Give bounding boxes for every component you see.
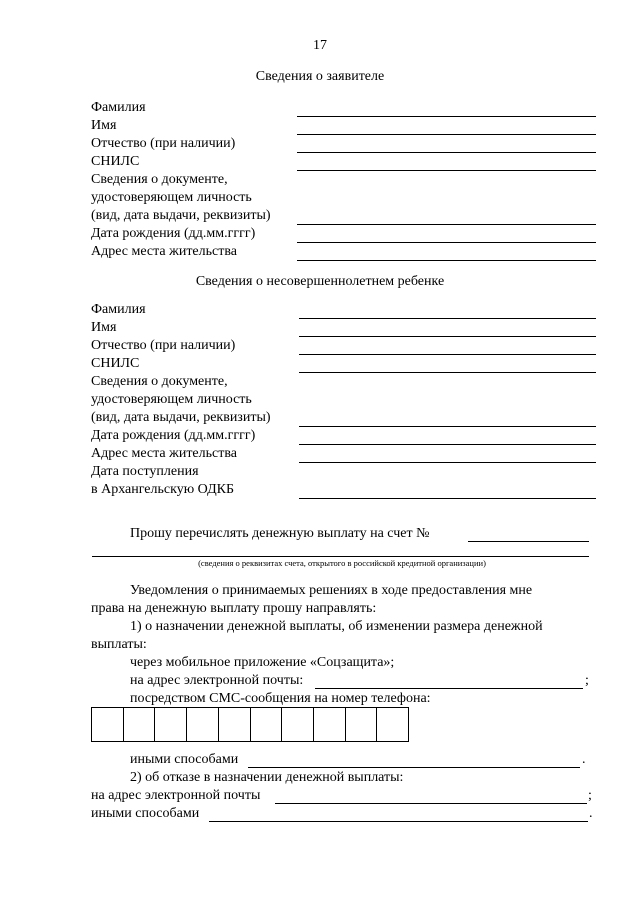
phone-digit-box[interactable] bbox=[314, 708, 346, 741]
child-label-snils: СНИЛС bbox=[91, 356, 140, 371]
phone-digit-box[interactable] bbox=[282, 708, 314, 741]
refusal-email-line[interactable] bbox=[275, 803, 587, 804]
child-surname-line[interactable] bbox=[299, 318, 596, 319]
notification-other-line[interactable] bbox=[248, 767, 580, 768]
applicant-surname-line[interactable] bbox=[297, 116, 596, 117]
child-label-surname: Фамилия bbox=[91, 302, 146, 317]
phone-digit-box[interactable] bbox=[219, 708, 251, 741]
applicant-label-surname: Фамилия bbox=[91, 100, 146, 115]
phone-digit-box[interactable] bbox=[155, 708, 187, 741]
child-label-patronymic: Отчество (при наличии) bbox=[91, 338, 236, 353]
refusal-other-line[interactable] bbox=[209, 821, 588, 822]
child-section-title: Сведения о несовершеннолетнем ребенке bbox=[195, 274, 445, 289]
notification-other-label: иными способами bbox=[130, 752, 239, 767]
refusal-email-label: на адрес электронной почты bbox=[91, 788, 261, 803]
phone-digit-box[interactable] bbox=[346, 708, 378, 741]
notification-other-period: . bbox=[582, 752, 586, 767]
child-label-birthdate: Дата рождения (дд.мм.гггг) bbox=[91, 428, 256, 443]
account-details-line[interactable] bbox=[92, 556, 589, 557]
applicant-snils-line[interactable] bbox=[297, 170, 596, 171]
applicant-birthdate-line[interactable] bbox=[297, 242, 596, 243]
applicant-label-snils: СНИЛС bbox=[91, 154, 140, 169]
notification-via-app: через мобильное приложение «Соцзащита»; bbox=[130, 655, 395, 670]
child-label-document-1: Сведения о документе, bbox=[91, 374, 228, 389]
payment-request-text: Прошу перечислять денежную выплату на счет № bbox=[130, 526, 430, 541]
child-patronymic-line[interactable] bbox=[299, 354, 596, 355]
applicant-patronymic-line[interactable] bbox=[297, 152, 596, 153]
applicant-document-line[interactable] bbox=[297, 224, 596, 225]
child-address-line[interactable] bbox=[299, 462, 596, 463]
applicant-name-line[interactable] bbox=[297, 134, 596, 135]
phone-digit-box[interactable] bbox=[92, 708, 124, 741]
notification-email-semicolon: ; bbox=[585, 673, 589, 688]
applicant-label-document-3: (вид, дата выдачи, реквизиты) bbox=[91, 208, 271, 223]
notifications-item1-2: выплаты: bbox=[91, 637, 147, 652]
child-label-document-2: удостоверяющем личность bbox=[91, 392, 252, 407]
child-name-line[interactable] bbox=[299, 336, 596, 337]
applicant-label-document-2: удостоверяющем личность bbox=[91, 190, 252, 205]
refusal-other-label: иными способами bbox=[91, 806, 200, 821]
notification-via-sms-label: посредством СМС-сообщения на номер телефона: bbox=[130, 691, 431, 706]
applicant-label-birthdate: Дата рождения (дд.мм.гггг) bbox=[91, 226, 256, 241]
refusal-other-period: . bbox=[589, 806, 593, 821]
phone-digit-box[interactable] bbox=[377, 708, 408, 741]
child-label-name: Имя bbox=[91, 320, 117, 335]
phone-number-boxes[interactable] bbox=[91, 707, 409, 742]
child-label-document-3: (вид, дата выдачи, реквизиты) bbox=[91, 410, 271, 425]
phone-digit-box[interactable] bbox=[187, 708, 219, 741]
notifications-item2: 2) об отказе в назначении денежной выплаты: bbox=[130, 770, 404, 785]
page-number: 17 bbox=[313, 38, 327, 53]
refusal-email-semicolon: ; bbox=[588, 788, 592, 803]
applicant-address-line[interactable] bbox=[297, 260, 596, 261]
child-label-admission-1: Дата поступления bbox=[91, 464, 199, 479]
phone-digit-box[interactable] bbox=[251, 708, 283, 741]
notification-email-line[interactable] bbox=[315, 688, 583, 689]
applicant-label-name: Имя bbox=[91, 118, 117, 133]
child-label-address: Адрес места жительства bbox=[91, 446, 237, 461]
child-snils-line[interactable] bbox=[299, 372, 596, 373]
notifications-item1-1: 1) о назначении денежной выплаты, об изменении размера денежной bbox=[130, 619, 543, 634]
notifications-intro-1: Уведомления о принимаемых решениях в ходе предоставления мне bbox=[130, 583, 533, 598]
account-details-note: (сведения о реквизитах счета, открытого в российской кредитной организации) bbox=[198, 558, 486, 568]
applicant-section-title: Сведения о заявителе bbox=[255, 69, 385, 84]
notifications-intro-2: права на денежную выплату прошу направлять: bbox=[91, 601, 377, 616]
account-number-line[interactable] bbox=[468, 541, 589, 542]
child-label-admission-2: в Архангельскую ОДКБ bbox=[91, 482, 235, 497]
applicant-label-document-1: Сведения о документе, bbox=[91, 172, 228, 187]
phone-digit-box[interactable] bbox=[124, 708, 156, 741]
notification-via-email-label: на адрес электронной почты: bbox=[130, 673, 304, 688]
child-document-line[interactable] bbox=[299, 426, 596, 427]
applicant-label-address: Адрес места жительства bbox=[91, 244, 237, 259]
child-birthdate-line[interactable] bbox=[299, 444, 596, 445]
applicant-label-patronymic: Отчество (при наличии) bbox=[91, 136, 236, 151]
child-admission-line[interactable] bbox=[299, 498, 596, 499]
